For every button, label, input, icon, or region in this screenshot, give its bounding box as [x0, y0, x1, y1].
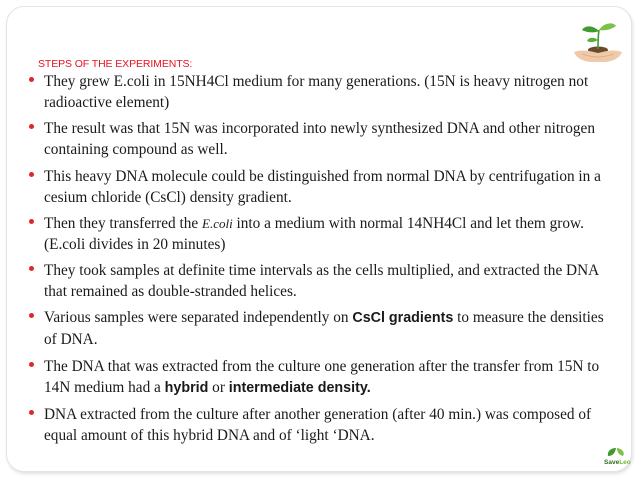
- bullet-item: [26, 118, 616, 160]
- bullet-item: [26, 71, 616, 113]
- bullet-item: [26, 260, 616, 302]
- bullet-dot-icon: [29, 266, 34, 271]
- bullet-dot-icon: [29, 410, 34, 415]
- slide-heading: STEPS OF THE EXPERIMENTS:: [38, 58, 193, 70]
- bullet-dot-icon: [29, 124, 34, 129]
- bullet-list: [26, 71, 616, 451]
- bullet-dot-icon: [29, 172, 34, 177]
- bullet-text-segment: hybrid: [164, 379, 209, 396]
- save-prefix: Save: [604, 459, 620, 466]
- bullet-text-segment: They took samples at definite time intervals as the cells multiplied, and extracted the DNA that remained as double-stranded helices.: [44, 262, 599, 301]
- bullet-item: [26, 356, 616, 399]
- bullet-text-segment: E.coli: [202, 215, 233, 231]
- bullet-text-segment: Then they transferred the: [44, 214, 202, 232]
- bullet-dot-icon: [29, 219, 34, 224]
- bullet-item: [26, 404, 616, 446]
- save-suffix: Leo: [619, 459, 631, 466]
- bullet-item: [26, 307, 616, 350]
- bullet-dot-icon: [29, 313, 34, 318]
- bullet-text-segment: CsCl gradients: [352, 310, 454, 327]
- bullet-text-segment: to measure the densities of DNA.: [44, 309, 604, 349]
- bullet-dot-icon: [29, 362, 34, 367]
- bullet-text-segment: The result was that 15N was incorporated into newly synthesized DNA and other nitrogen containing compound as well.: [44, 120, 595, 159]
- bullet-text-segment: Various samples were separated independently on: [44, 309, 353, 327]
- bullet-text-segment: or: [208, 378, 229, 396]
- bullet-text-segment: DNA extracted from the culture after another generation (after 40 min.) was composed of equal amount of this hybrid DNA and of ‘light ‘DNA.: [44, 406, 592, 445]
- plant-in-hands-icon: [568, 18, 626, 68]
- bullet-dot-icon: [29, 77, 34, 82]
- bullet-text-segment: intermediate density.: [228, 379, 371, 396]
- bullet-item: [26, 166, 616, 208]
- bullet-text-segment: This heavy DNA molecule could be distinguished from normal DNA by centrifugation in a cesium chloride (CsCl) density gradient.: [44, 167, 601, 206]
- bullet-text-segment: The DNA that was extracted from the culture one generation after the transfer from 15N to 14N medium had a: [44, 357, 600, 396]
- saveleo-logo-text: [604, 459, 631, 466]
- bullet-item: [26, 213, 616, 255]
- bullet-text-segment: into a medium with normal 14NH4Cl and let them grow.(E.coli divides in 20 minutes): [44, 214, 584, 253]
- bullet-text-segment: They grew E.coli in 15NH4Cl medium for many generations. (15N is heavy nitrogen not radioactive element): [44, 73, 589, 111]
